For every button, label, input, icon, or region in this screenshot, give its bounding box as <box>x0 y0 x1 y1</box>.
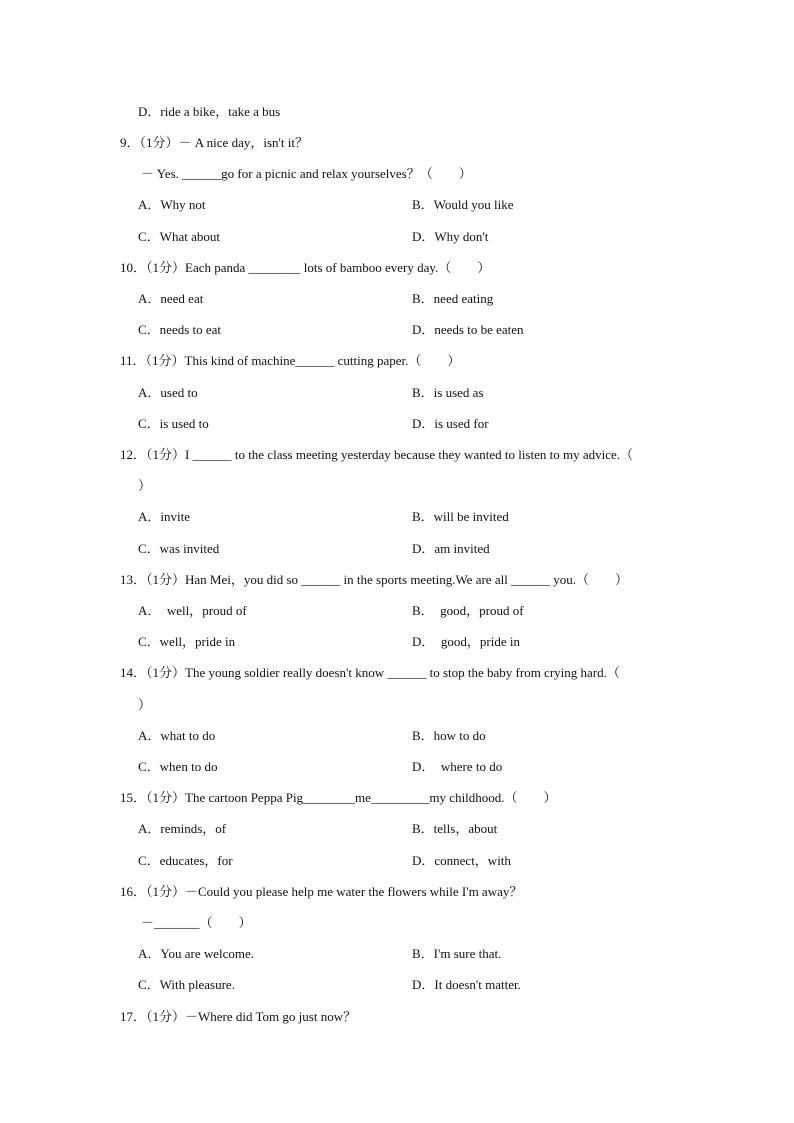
question-13-option-d: D． good，pride in <box>412 634 520 649</box>
question-9-stem: 9．（1分）－ A nice day，isn't it？ <box>120 135 308 150</box>
question-15-stem: 15．（1分）The cartoon Peppa Pig________me_________my childhood.（ ） <box>120 790 557 805</box>
question-12-continuation: ） <box>138 478 152 493</box>
question-11-option-c: C．is used to <box>138 416 209 431</box>
question-12-option-b: B．will be invited <box>412 509 509 524</box>
question-16-stem: 16．（1分）－Could you please help me water the flowers while I'm away？ <box>120 884 523 899</box>
question-17-stem: 17．（1分）－Where did Tom go just now？ <box>120 1009 357 1024</box>
question-9-option-a: A．Why not <box>138 197 206 212</box>
question-13-option-a: A． well，proud of <box>138 603 247 618</box>
question-16-option-d: D．It doesn't matter. <box>412 977 521 992</box>
question-9-option-d: D．Why don't <box>412 229 489 244</box>
question-11-option-b: B．is used as <box>412 385 484 400</box>
question-12-option-d: D．am invited <box>412 541 490 556</box>
question-15-option-c: C．educates，for <box>138 853 233 868</box>
option-d: D．ride a bike，take a bus <box>138 104 281 119</box>
question-12-option-a: A．invite <box>138 509 190 524</box>
question-14-continuation: ） <box>138 697 152 712</box>
question-13-option-b: B． good，proud of <box>412 603 524 618</box>
question-12-stem: 12．（1分）I ______ to the class meeting yesterday because they wanted to listen to my advice.（ <box>120 447 634 462</box>
question-16-option-c: C．With pleasure. <box>138 977 235 992</box>
question-15-option-d: D．connect，with <box>412 853 511 868</box>
question-15-option-b: B．tells，about <box>412 821 498 836</box>
question-11-option-a: A．used to <box>138 385 198 400</box>
question-10-option-c: C．needs to eat <box>138 322 222 337</box>
question-13-option-c: C．well，pride in <box>138 634 236 649</box>
question-16-continuation: －_______（ ） <box>141 915 252 930</box>
question-14-option-b: B．how to do <box>412 728 486 743</box>
question-9-option-b: B．Would you like <box>412 197 514 212</box>
question-13-stem: 13．（1分）Han Mei，you did so ______ in the sports meeting.We are all ______ you.（ ） <box>120 572 629 587</box>
question-16-option-a: A．You are welcome. <box>138 946 255 961</box>
question-14-option-c: C．when to do <box>138 759 218 774</box>
question-10-option-b: B．need eating <box>412 291 494 306</box>
question-9-continuation: － Yes. ______go for a picnic and relax yourselves？（ ） <box>141 166 472 181</box>
question-11-stem: 11．（1分）This kind of machine______ cutting paper.（ ） <box>120 353 461 368</box>
question-14-option-a: A．what to do <box>138 728 216 743</box>
question-14-stem: 14．（1分）The young soldier really doesn't know ______ to stop the baby from crying hard.（ <box>120 665 620 680</box>
question-10-stem: 10．（1分）Each panda ________ lots of bamboo every day.（ ） <box>120 260 491 275</box>
question-11-option-d: D．is used for <box>412 416 489 431</box>
question-14-option-d: D． where to do <box>412 759 503 774</box>
question-12-option-c: C．was invited <box>138 541 220 556</box>
question-16-option-b: B．I'm sure that. <box>412 946 502 961</box>
question-9-option-c: C．What about <box>138 229 220 244</box>
question-10-option-d: D．needs to be eaten <box>412 322 524 337</box>
question-10-option-a: A．need eat <box>138 291 204 306</box>
question-15-option-a: A．reminds，of <box>138 821 227 836</box>
